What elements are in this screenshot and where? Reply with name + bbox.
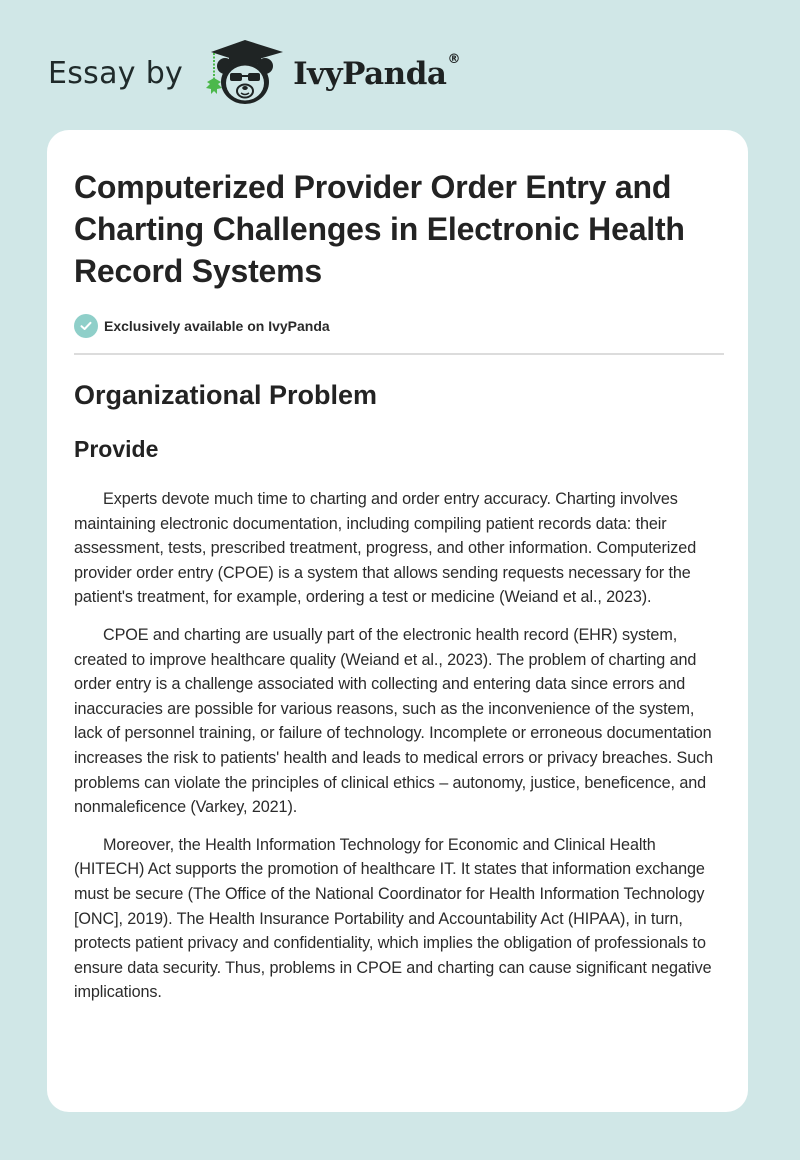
- registered-mark: ®: [447, 52, 460, 67]
- brand-name: [293, 52, 460, 92]
- exclusive-badge-text: Exclusively available on IvyPanda: [104, 318, 330, 334]
- panda-graduate-logo-icon: [199, 36, 291, 108]
- brand-name-text: IvyPanda: [293, 56, 447, 92]
- check-circle-icon: [74, 314, 98, 338]
- subsection-heading: Provide: [74, 436, 159, 462]
- section-heading: Organizational Problem: [74, 380, 378, 410]
- essay-card: [47, 130, 748, 1112]
- title-divider: [74, 353, 724, 355]
- essay-by-label: Essay by: [48, 55, 184, 91]
- paragraph: Experts devote much time to charting and order entry accuracy. Charting involves maintaining electronic documentation, including compiling patient records data: their assessment, tests, prescribed treatment, progress, and other information. Computerized provider order entry (CPOE) is a system that allows sending requests necessary for the patient's treatment, for example, ordering a test or medicine (Weiand et al., 2023).: [74, 490, 697, 607]
- site-header-brand[interactable]: [48, 36, 460, 108]
- essay-title: Computerized Provider Order Entry and Charting Challenges in Electronic Health Record Systems: [74, 169, 685, 289]
- paragraph: Moreover, the Health Information Technology for Economic and Clinical Health (HITECH) Act supports the promotion of healthcare IT. It states that information exchange must be secure (The Office of the National Coordinator for Health Information Technology [ONC], 2019). The Health Insurance Portability and Accountability Act (HIPAA), in turn, protects patient privacy and confidentiality, which implies the obligation of professionals to ensure data security. Thus, problems in CPOE and charting can cause significant negative implications.: [74, 835, 712, 1002]
- exclusive-badge: [74, 313, 724, 339]
- paragraph: CPOE and charting are usually part of the electronic health record (EHR) system, created to improve healthcare quality (Weiand et al., 2023). The problem of charting and order entry is a challenge associated with collecting and entering data since errors and inaccuracies are possible for various reasons, such as the inconvenience of the system, lack of personnel training, or failure of technology. Incomplete or erroneous documentation increases the risk to patients' health and leads to medical errors or privacy breaches. Such problems can violate the principles of clinical ethics – autonomy, justice, beneficence, and nonmaleficence (Varkey, 2021).: [74, 625, 714, 817]
- essay-content: [74, 130, 724, 1005]
